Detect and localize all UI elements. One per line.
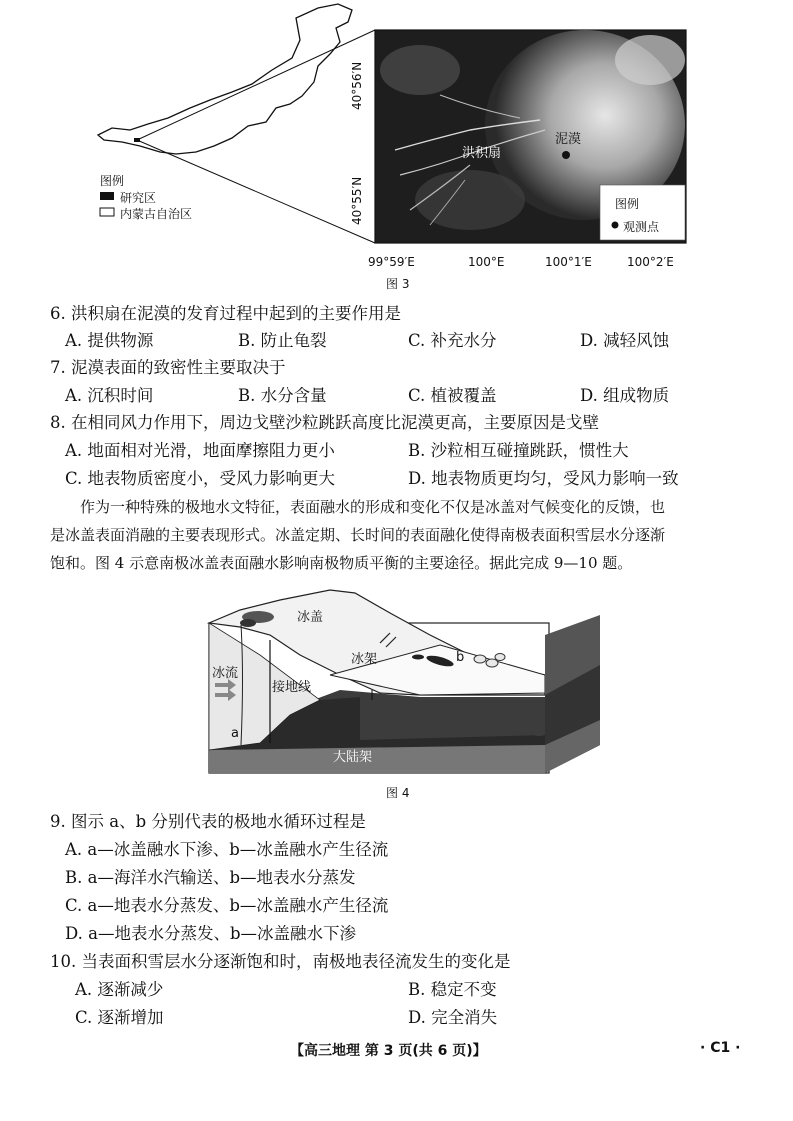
process-a-label: a xyxy=(231,726,239,741)
figure-4-graphics xyxy=(0,575,793,790)
ice-sheet-label: 冰盖 xyxy=(297,610,324,625)
passage-line-3: 饱和。图 4 示意南极冰盖表面融水影响南极物质平衡的主要途径。据此完成 9—10 题。 xyxy=(50,554,633,572)
lon-label-3: 100°1′E xyxy=(545,255,592,269)
question-8-option-a: A. 地面相对光滑，地面摩擦阻力更小 xyxy=(65,441,335,460)
question-9-stem: 9. 图示 a、b 分别代表的极地水循环过程是 xyxy=(50,812,366,831)
lon-label-4: 100°2′E xyxy=(627,255,674,269)
lat-top-label: 40°56′N xyxy=(350,61,364,110)
question-6-option-d: D. 减轻风蚀 xyxy=(580,331,670,350)
playa-label: 泥漠 xyxy=(555,132,582,147)
figure-3-graphics xyxy=(0,0,793,290)
question-9-option-d: D. a—地表水分蒸发、b—冰盖融水下渗 xyxy=(65,924,357,943)
ice-flow-label: 冰流 xyxy=(212,666,239,681)
lon-label-2: 100°E xyxy=(468,255,505,269)
legend-title: 图例 xyxy=(100,174,125,188)
question-10-option-b: B. 稳定不变 xyxy=(408,980,497,999)
question-8-option-b: B. 沙粒相互碰撞跳跃，惯性大 xyxy=(408,441,629,460)
question-6-option-c: C. 补充水分 xyxy=(408,331,497,350)
lat-bottom-label: 40°55′N xyxy=(350,176,364,225)
question-9-option-b: B. a—海洋水汽输送、b—地表水分蒸发 xyxy=(65,868,356,887)
question-8-option-c: C. 地表物质密度小，受风力影响更大 xyxy=(65,469,336,488)
figure-3-caption: 图 3 xyxy=(386,277,410,291)
observation-point xyxy=(562,151,570,159)
passage-line-2: 是冰盖表面消融的主要表现形式。冰盖定期、长时间的表面融化使得南极表面积雪层水分逐渐 xyxy=(50,526,666,544)
figure-4-caption: 图 4 xyxy=(386,786,410,800)
inner-mongolia-outline xyxy=(98,4,352,154)
question-6-option-a: A. 提供物源 xyxy=(65,331,154,350)
question-8-option-d: D. 地表物质更均匀，受风力影响一致 xyxy=(408,469,679,488)
question-10-option-d: D. 完全消失 xyxy=(408,1008,498,1027)
question-10-stem: 10. 当表面积雪层水分逐渐饱和时，南极地表径流发生的变化是 xyxy=(50,952,511,971)
question-7-option-a: A. 沉积时间 xyxy=(65,386,154,405)
page-code: · C1 · xyxy=(700,1040,741,1056)
page-footer: 【高三地理 第 3 页(共 6 页)】 xyxy=(290,1043,487,1059)
inset-legend-point-label: 观测点 xyxy=(623,220,660,234)
grounding-line-label: 接地线 xyxy=(272,680,312,695)
inset-legend-title: 图例 xyxy=(615,197,640,211)
question-9-option-c: C. a—地表水分蒸发、b—冰盖融水产生径流 xyxy=(65,896,389,915)
question-7-option-c: C. 植被覆盖 xyxy=(408,386,497,405)
legend-study-label: 研究区 xyxy=(120,191,157,205)
legend-region-label: 内蒙古自治区 xyxy=(120,207,193,221)
question-8-stem: 8. 在相同风力作用下，周边戈壁沙粒跳跃高度比泥漠更高，主要原因是戈壁 xyxy=(50,413,599,432)
ice-shelf-label: 冰架 xyxy=(351,652,378,667)
lon-label-1: 99°59′E xyxy=(368,255,415,269)
legend-study-swatch xyxy=(100,192,114,200)
continental-shelf-label: 大陆架 xyxy=(333,750,373,765)
question-9-option-a: A. a—冰盖融水下渗、b—冰盖融水产生径流 xyxy=(65,840,389,859)
passage-line-1: 作为一种特殊的极地水文特征，表面融水的形成和变化不仅是冰盖对气候变化的反馈，也 xyxy=(80,498,666,516)
question-7-stem: 7. 泥漠表面的致密性主要取决于 xyxy=(50,358,286,377)
alluvial-fan-label: 洪积扇 xyxy=(462,146,502,161)
question-7-option-b: B. 水分含量 xyxy=(238,386,327,405)
question-10-option-a: A. 逐渐减少 xyxy=(75,980,164,999)
question-6-stem: 6. 洪积扇在泥漠的发育过程中起到的主要作用是 xyxy=(50,304,401,323)
legend-region-swatch xyxy=(100,208,114,216)
question-10-option-c: C. 逐渐增加 xyxy=(75,1008,164,1027)
process-b-label: b xyxy=(456,650,465,665)
question-6-option-b: B. 防止龟裂 xyxy=(238,331,327,350)
question-7-option-d: D. 组成物质 xyxy=(580,386,670,405)
